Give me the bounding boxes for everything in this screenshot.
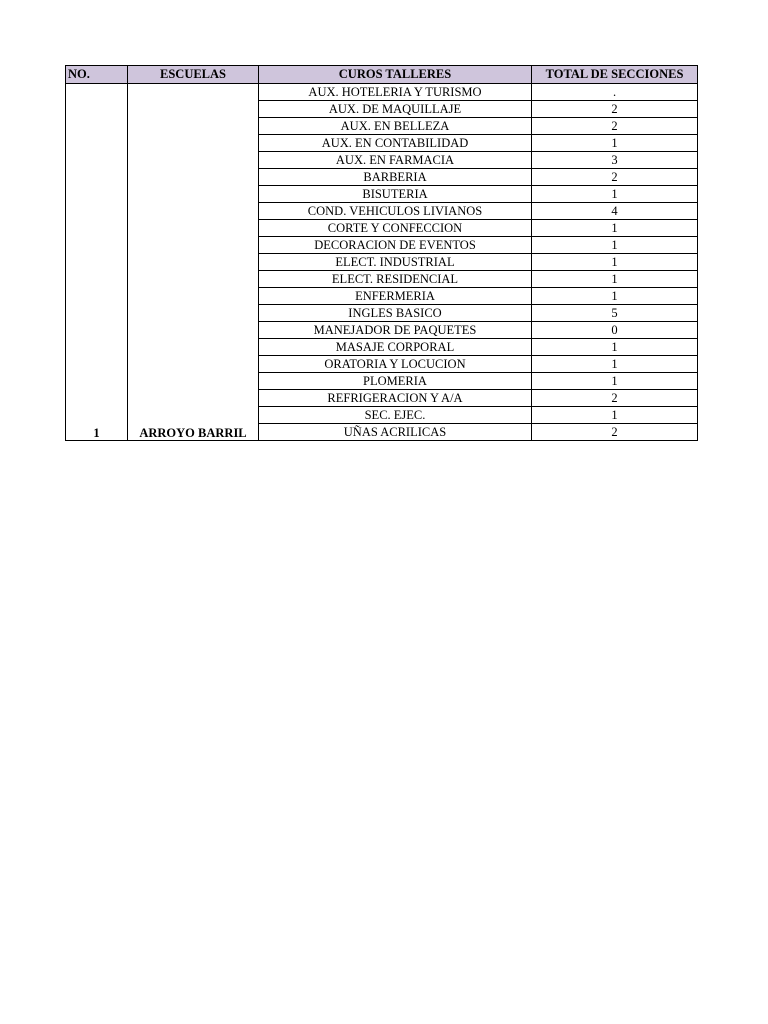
header-school: ESCUELAS bbox=[128, 66, 259, 84]
course-name-cell: AUX. EN CONTABILIDAD bbox=[259, 135, 532, 152]
course-name-cell: AUX. HOTELERIA Y TURISMO bbox=[259, 84, 532, 101]
course-name-cell: ORATORIA Y LOCUCION bbox=[259, 356, 532, 373]
section-total-cell: 0 bbox=[532, 322, 698, 339]
course-name-cell: BISUTERIA bbox=[259, 186, 532, 203]
section-total-cell: 2 bbox=[532, 118, 698, 135]
course-name-cell: UÑAS ACRILICAS bbox=[259, 424, 532, 441]
section-total-cell: 2 bbox=[532, 424, 698, 441]
section-total-cell: 1 bbox=[532, 339, 698, 356]
course-name-cell: ENFERMERIA bbox=[259, 288, 532, 305]
course-name-cell: ELECT. RESIDENCIAL bbox=[259, 271, 532, 288]
header-total: TOTAL DE SECCIONES bbox=[532, 66, 698, 84]
section-total-cell: 2 bbox=[532, 101, 698, 118]
header-row bbox=[66, 66, 698, 84]
section-total-cell: 1 bbox=[532, 271, 698, 288]
header-courses: CUROS TALLERES bbox=[259, 66, 532, 84]
section-total-cell: . bbox=[532, 84, 698, 101]
course-name-cell: AUX. EN BELLEZA bbox=[259, 118, 532, 135]
section-total-cell: 1 bbox=[532, 407, 698, 424]
section-total-cell: 4 bbox=[532, 203, 698, 220]
course-name-cell: DECORACION DE EVENTOS bbox=[259, 237, 532, 254]
course-name-cell: PLOMERIA bbox=[259, 373, 532, 390]
course-name-cell: ELECT. INDUSTRIAL bbox=[259, 254, 532, 271]
course-name-cell: INGLES BASICO bbox=[259, 305, 532, 322]
course-name-cell: COND. VEHICULOS LIVIANOS bbox=[259, 203, 532, 220]
section-total-cell: 1 bbox=[532, 373, 698, 390]
section-total-cell: 5 bbox=[532, 305, 698, 322]
table-row bbox=[66, 84, 698, 101]
course-name-cell: AUX. DE MAQUILLAJE bbox=[259, 101, 532, 118]
section-total-cell: 1 bbox=[532, 356, 698, 373]
table-body bbox=[66, 84, 698, 441]
school-name-cell: ARROYO BARRIL bbox=[128, 84, 259, 441]
school-number-cell: 1 bbox=[66, 84, 128, 441]
section-total-cell: 1 bbox=[532, 220, 698, 237]
section-total-cell: 1 bbox=[532, 288, 698, 305]
course-name-cell: CORTE Y CONFECCION bbox=[259, 220, 532, 237]
section-total-cell: 1 bbox=[532, 254, 698, 271]
section-total-cell: 3 bbox=[532, 152, 698, 169]
course-name-cell: BARBERIA bbox=[259, 169, 532, 186]
header-no: NO. bbox=[66, 66, 128, 84]
section-total-cell: 1 bbox=[532, 237, 698, 254]
section-total-cell: 2 bbox=[532, 169, 698, 186]
course-name-cell: AUX. EN FARMACIA bbox=[259, 152, 532, 169]
course-name-cell: REFRIGERACION Y A/A bbox=[259, 390, 532, 407]
courses-table bbox=[65, 65, 698, 441]
course-name-cell: SEC. EJEC. bbox=[259, 407, 532, 424]
section-total-cell: 1 bbox=[532, 135, 698, 152]
section-total-cell: 2 bbox=[532, 390, 698, 407]
course-name-cell: MASAJE CORPORAL bbox=[259, 339, 532, 356]
course-name-cell: MANEJADOR DE PAQUETES bbox=[259, 322, 532, 339]
section-total-cell: 1 bbox=[532, 186, 698, 203]
